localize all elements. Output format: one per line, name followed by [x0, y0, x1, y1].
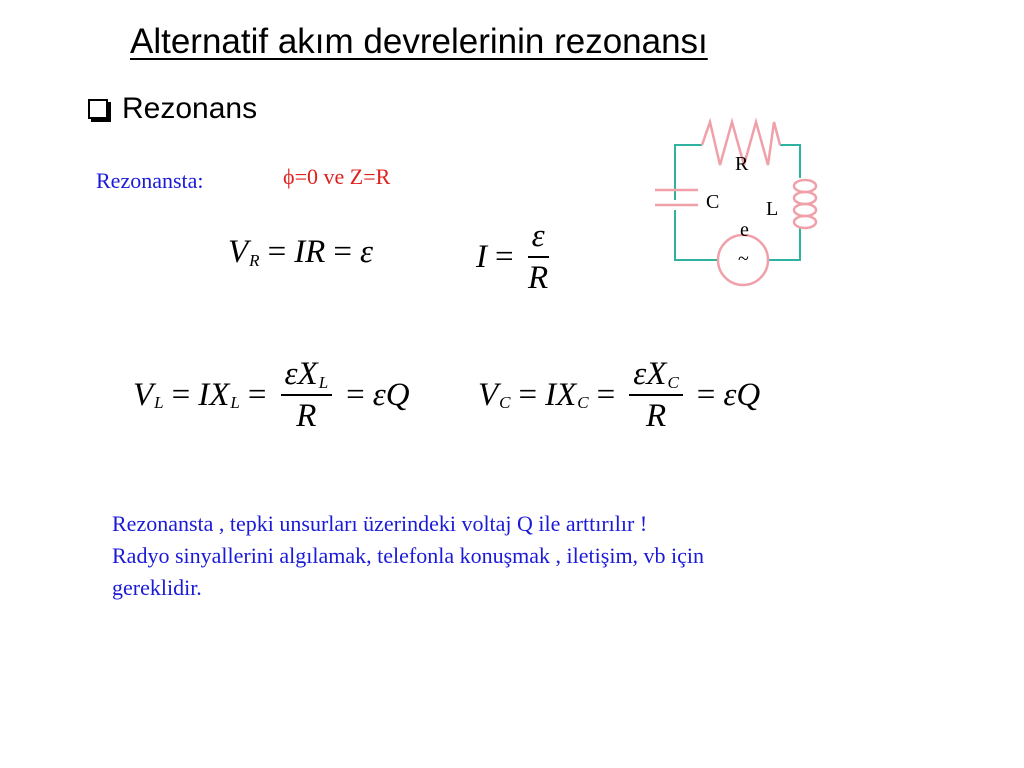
vl-fraction: [281, 356, 333, 435]
equals-sign: =: [247, 376, 267, 413]
vr-lhs-sub: R: [249, 250, 260, 270]
wire-top-right: [780, 145, 800, 178]
vl-rhs: εQ: [372, 376, 410, 413]
slide-title: Alternatif akım devrelerinin rezonansı: [130, 22, 708, 61]
vl-num-sub: L: [318, 373, 329, 392]
inductor-label: L: [766, 198, 779, 220]
equals-sign: =: [267, 234, 287, 270]
vc-lhs: V: [478, 376, 499, 413]
vr-lhs: V: [228, 234, 249, 270]
resonance-label: Rezonansta:: [96, 168, 204, 193]
equals-sign: =: [171, 376, 191, 413]
equation-vc: [478, 356, 760, 435]
vc-mid-sub: C: [577, 393, 589, 413]
vl-mid: IX: [198, 376, 230, 413]
inductor-icon: [794, 180, 816, 228]
current-den: R: [528, 260, 549, 297]
wire-bottom-right: [768, 228, 800, 260]
equation-current: [476, 218, 555, 297]
bullet-text: Rezonans: [122, 92, 258, 125]
vl-lhs-sub: L: [154, 393, 164, 413]
vl-mid-sub: L: [230, 393, 240, 413]
equals-sign: =: [333, 234, 352, 270]
resonance-condition: ϕ=0 ve Z=R: [283, 164, 391, 189]
vc-num-sub: C: [667, 373, 679, 392]
current-lhs: I: [476, 238, 487, 275]
checkbox-bullet-icon: [88, 99, 108, 119]
equals-sign: =: [518, 376, 538, 413]
equals-sign: =: [495, 238, 514, 275]
bullet-rezonans: [88, 92, 257, 126]
wire-bottom-left: [675, 210, 718, 260]
current-num: ε: [528, 218, 549, 258]
vc-lhs-sub: C: [499, 393, 511, 413]
vl-den: R: [296, 398, 317, 435]
current-fraction: [528, 218, 549, 297]
equals-sign: =: [346, 376, 365, 413]
vc-rhs: εQ: [723, 376, 761, 413]
vl-lhs: V: [133, 376, 154, 413]
explanation-line-1: Rezonansta , tepki unsurları üzerindeki voltaj Q ile arttırılır !: [112, 511, 648, 536]
vl-num: εX: [284, 356, 318, 392]
vr-mid: IR: [294, 234, 326, 270]
resonance-explanation: [112, 508, 712, 604]
vr-rhs: ε: [359, 234, 373, 270]
vc-fraction: [629, 356, 683, 435]
ac-symbol: ~: [738, 248, 749, 270]
vc-num: εX: [633, 356, 667, 392]
explanation-line-2: Radyo sinyallerini algılamak, telefonla konuşmak , iletişim, vb için gereklidir.: [112, 543, 705, 600]
equation-vr: [228, 234, 373, 271]
vc-den: R: [645, 398, 667, 435]
equals-sign: =: [696, 376, 716, 413]
rlc-circuit-diagram: [640, 110, 840, 290]
resistor-label: R: [735, 153, 749, 175]
equals-sign: =: [596, 376, 616, 413]
wire-top-left: [675, 145, 702, 200]
equation-vl: [133, 356, 410, 435]
vc-mid: IX: [545, 376, 577, 413]
emf-label: e: [740, 219, 749, 241]
capacitor-label: C: [706, 191, 720, 213]
